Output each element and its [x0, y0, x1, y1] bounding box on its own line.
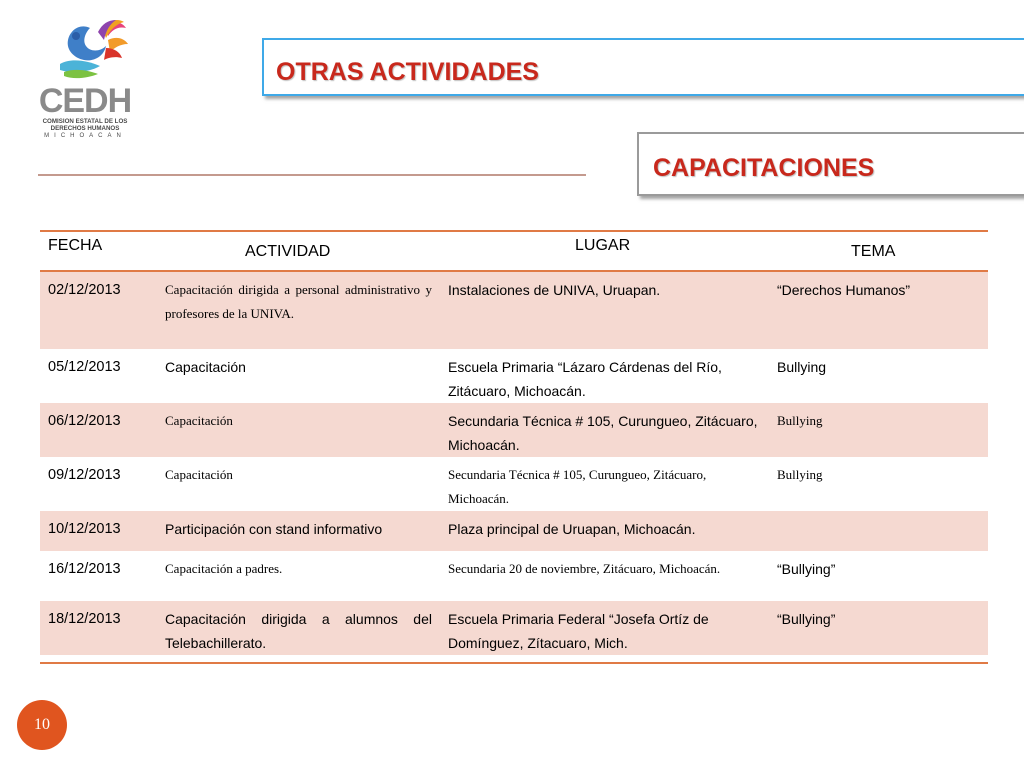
cell-lugar: Instalaciones de UNIVA, Uruapan.	[440, 271, 769, 349]
cell-lugar: Plaza principal de Uruapan, Michoacán.	[440, 511, 769, 551]
section-title: CAPACITACIONES	[653, 154, 875, 182]
section-title-box	[637, 132, 1024, 196]
cell-tema: Bullying	[777, 359, 827, 375]
header-divider	[38, 174, 586, 176]
table-row	[40, 457, 988, 511]
table-bottom-rule	[40, 662, 988, 664]
page-number: 10	[34, 716, 50, 733]
cell-lugar: Secundaria 20 de noviembre, Zitácuaro, Michoacán.	[448, 561, 721, 576]
cell-tema	[769, 511, 988, 551]
table-row	[40, 271, 988, 349]
cell-actividad: Capacitación	[165, 467, 233, 482]
table-header-row	[40, 231, 988, 271]
table-row	[40, 349, 988, 403]
cell-lugar: Secundaria Técnica # 105, Curungueo, Zitácuaro, Michoacán.	[440, 403, 769, 457]
cell-lugar: Escuela Primaria “Lázaro Cárdenas del Río, Zitácuaro, Michoacán.	[448, 359, 722, 399]
cell-fecha: 02/12/2013	[40, 271, 157, 349]
logo-line3: MICHOACAN	[44, 133, 126, 139]
main-title-box	[262, 38, 1024, 96]
cell-fecha: 10/12/2013	[40, 511, 157, 551]
cell-tema: Bullying	[777, 467, 823, 482]
logo-line2: DERECHOS HUMANOS	[50, 125, 120, 132]
cell-actividad: Capacitación	[165, 359, 246, 375]
cell-lugar: Escuela Primaria Federal “Josefa Ortíz de Domínguez, Zítacuaro, Mich.	[440, 601, 769, 655]
cell-fecha: 18/12/2013	[40, 601, 157, 655]
cell-fecha: 05/12/2013	[48, 359, 121, 375]
dove-icon	[50, 18, 130, 84]
cell-fecha: 06/12/2013	[40, 403, 157, 457]
cell-actividad: Capacitación a padres.	[165, 561, 283, 576]
cell-lugar: Secundaria Técnica # 105, Curungueo, Zitácuaro, Michoacán.	[448, 467, 707, 506]
table-row	[40, 403, 988, 457]
table-row	[40, 551, 988, 601]
cell-tema: “Derechos Humanos”	[769, 271, 988, 349]
cell-tema: Bullying	[769, 403, 988, 457]
cedh-logo	[30, 18, 140, 140]
cell-actividad: Capacitación	[157, 403, 440, 457]
cell-tema: “Bullying”	[777, 561, 836, 577]
table-row	[40, 601, 988, 655]
cell-tema: “Bullying”	[769, 601, 988, 655]
header-tema: TEMA	[769, 231, 988, 271]
activities-table	[40, 230, 988, 655]
cell-fecha: 16/12/2013	[48, 561, 121, 577]
cell-actividad: Capacitación dirigida a personal administrativo y profesores de la UNIVA.	[157, 271, 440, 349]
logo-abbreviation: CEDH	[38, 82, 132, 120]
table-row	[40, 511, 988, 551]
cell-actividad: Participación con stand informativo	[157, 511, 440, 551]
header-lugar: LUGAR	[440, 231, 769, 271]
page-number-badge	[17, 700, 67, 750]
header-fecha: FECHA	[40, 231, 157, 271]
logo-line1: COMISION ESTATAL DE LOS	[42, 118, 128, 125]
header-actividad: ACTIVIDAD	[157, 231, 440, 271]
main-title: OTRAS ACTIVIDADES	[276, 58, 539, 86]
cell-actividad: Capacitación dirigida a alumnos del Telebachillerato.	[157, 601, 440, 655]
cell-fecha: 09/12/2013	[48, 467, 121, 483]
